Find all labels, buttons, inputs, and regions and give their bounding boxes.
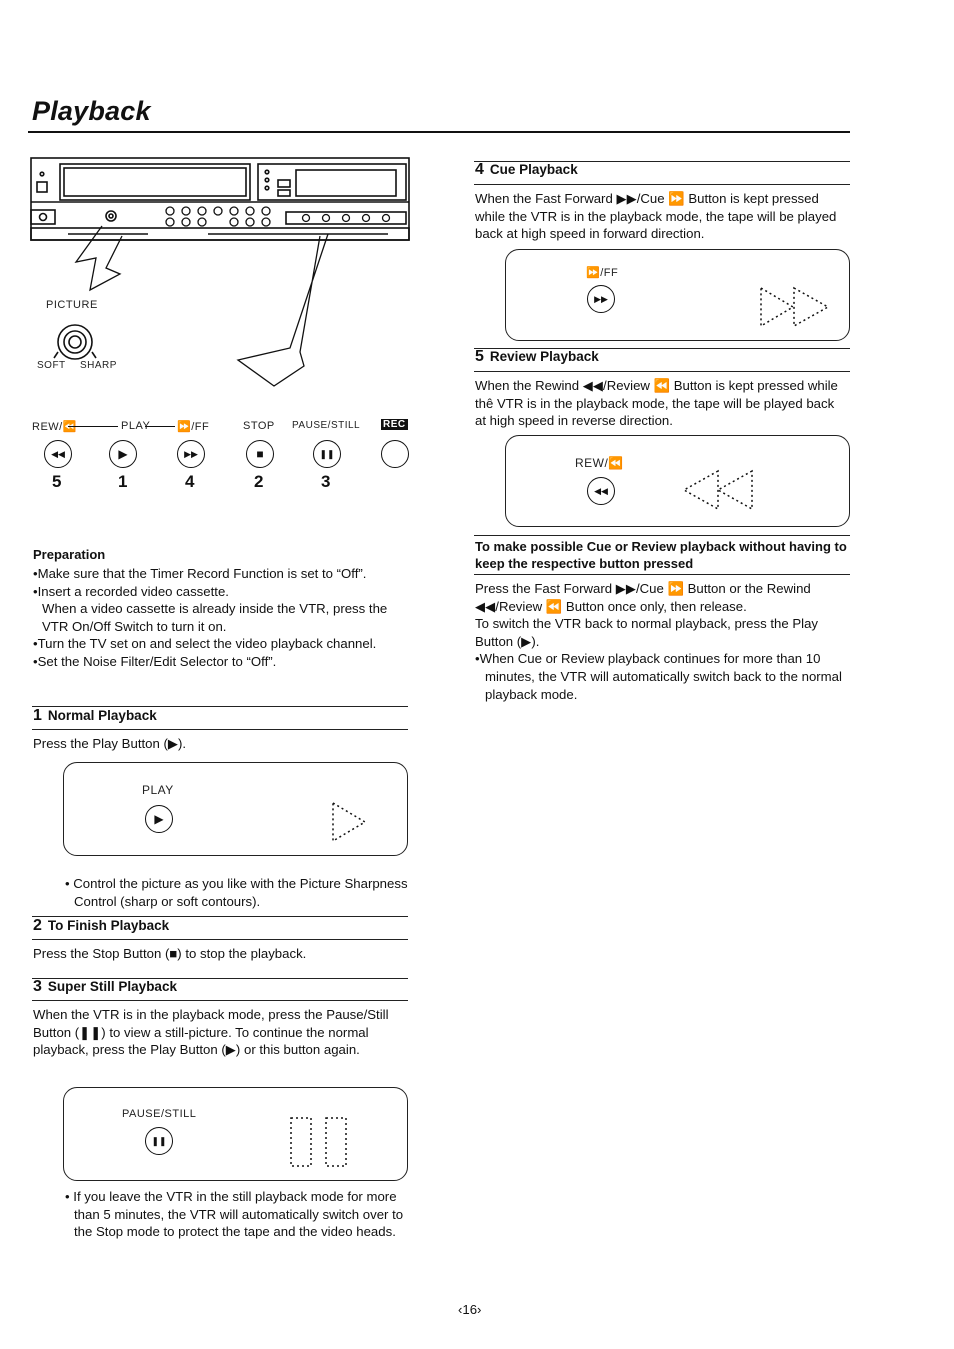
review-panel-button: [587, 477, 615, 505]
without-p1: Press the Fast Forward ▶▶/Cue ⏩ Button or the Rewind ◀◀/Review ⏪ Button once only, then release.: [475, 581, 811, 614]
section-rule: [474, 574, 850, 575]
section-rule: [474, 535, 850, 536]
without-p3: •When Cue or Review playback continues for more than 10 minutes, the VTR will automatically switch back to the normal playback mode.: [475, 651, 842, 702]
finish-heading: 2 To Finish Playback: [33, 917, 170, 934]
control-number: 4: [185, 472, 195, 491]
rew-label: REW/⏪: [32, 421, 77, 433]
normal-note: • Control the picture as you like with the Picture Sharpness Control (sharp or soft contours).: [65, 876, 408, 909]
play-panel-button: [145, 805, 173, 833]
list-item: •Set the Noise Filter/Edit Selector to “Off”.: [33, 653, 277, 669]
rewind-button[interactable]: [44, 440, 72, 468]
rewind-icon: ◀◀: [594, 485, 608, 496]
section-rule: [474, 184, 850, 185]
section-rule: [32, 1000, 408, 1001]
play-label: PLAY: [121, 420, 151, 432]
pause-still-button[interactable]: [313, 440, 341, 468]
rewind-arrows-icon: [680, 468, 756, 512]
title-divider: [28, 131, 850, 133]
page-title: Playback: [32, 96, 151, 126]
play-arrow-icon: [330, 800, 370, 844]
list-item: •Make sure that the Timer Record Function is set to “Off”.: [33, 566, 367, 581]
pause-icon: ❚❚: [319, 448, 335, 459]
normal-text: Press the Play Button (▶).: [33, 736, 187, 751]
pause-bars-icon: [288, 1115, 352, 1169]
still-heading: 3 Super Still Playback: [33, 978, 177, 995]
stop-icon: ■: [256, 447, 264, 461]
without-heading: To make possible Cue or Review playback without having to keep the respective button pressed: [475, 539, 847, 571]
play-panel-label: PLAY: [142, 783, 174, 797]
cue-text: When the Fast Forward ▶▶/Cue ⏩ Button is kept pressed while the VTR is in the playback mode, the tape will be played back at high speed in forward direction.: [475, 191, 837, 242]
review-heading: 5 Review Playback: [475, 348, 599, 365]
fast-forward-icon: ▶▶: [184, 448, 198, 459]
preparation-list: [33, 565, 413, 671]
rec-label: REC: [383, 419, 406, 430]
label-connector: [145, 426, 175, 427]
pause-panel: [63, 1087, 408, 1181]
play-button[interactable]: [109, 440, 137, 468]
list-item: When a video cassette is already inside the VTR, press the VTR On/Off Switch to turn it on.: [42, 601, 388, 634]
section-rule: [32, 729, 408, 730]
play-icon: ▶: [154, 812, 164, 826]
list-item: •Turn the TV set on and select the video playback channel.: [33, 636, 377, 652]
record-button[interactable]: [381, 440, 409, 468]
pause-panel-label: PAUSE/STILL: [122, 1108, 197, 1120]
control-number: 1: [118, 472, 128, 491]
fast-forward-arrows-icon: [758, 285, 834, 329]
rewind-icon: ◀◀: [51, 448, 65, 459]
label-connector: [68, 426, 118, 427]
review-panel: [505, 435, 850, 527]
still-text: When the VTR is in the playback mode, press the Pause/Still Button (❚❚) to view a still-picture. To continue the normal playback, press the Play Button (▶) or this button again.: [33, 1007, 389, 1058]
pause-icon: ❚❚: [151, 1135, 167, 1146]
review-panel-label: REW/⏪: [575, 456, 624, 470]
without-p2: To switch the VTR back to normal playback, press the Play Button (▶).: [475, 616, 819, 649]
soft-label: SOFT: [37, 360, 66, 371]
cue-panel-button: [587, 285, 615, 313]
pause-still-label: PAUSE/STILL: [292, 420, 361, 431]
pause-panel-button: [145, 1127, 173, 1155]
fast-forward-button[interactable]: [177, 440, 205, 468]
review-text: When the Rewind ◀◀/Review ⏪ Button is kept pressed while thê VTR is in the playback mode, the tape will be played back at high speed in reverse direction.: [475, 378, 838, 429]
cue-panel-label: ⏩/FF: [586, 267, 619, 279]
sharp-label: SHARP: [80, 360, 117, 371]
ff-label: ⏩/FF: [177, 421, 210, 433]
fast-forward-icon: ▶▶: [594, 293, 608, 304]
still-note: • If you leave the VTR in the still playback mode for more than 5 minutes, the VTR will automatically switch over to the Stop mode to protect the tape and the video heads.: [65, 1189, 404, 1240]
control-number: 2: [254, 472, 264, 491]
picture-label: PICTURE: [46, 299, 98, 311]
control-number: 3: [321, 472, 331, 491]
list-item: •Insert a recorded video cassette.: [33, 583, 229, 599]
normal-heading: 1 Normal Playback: [33, 707, 157, 724]
section-rule: [32, 939, 408, 940]
picture-knob[interactable]: [52, 322, 98, 364]
stop-button[interactable]: [246, 440, 274, 468]
control-number: 5: [52, 472, 62, 491]
preparation-heading: Preparation: [33, 547, 106, 562]
play-icon: ▶: [118, 447, 128, 461]
section-rule: [474, 371, 850, 372]
finish-text: Press the Stop Button (■) to stop the playback.: [33, 946, 307, 961]
stop-label: STOP: [243, 420, 275, 432]
without-body: [475, 580, 849, 703]
page-number: ‹16›: [458, 1302, 482, 1317]
cue-heading: 4 Cue Playback: [475, 161, 578, 178]
